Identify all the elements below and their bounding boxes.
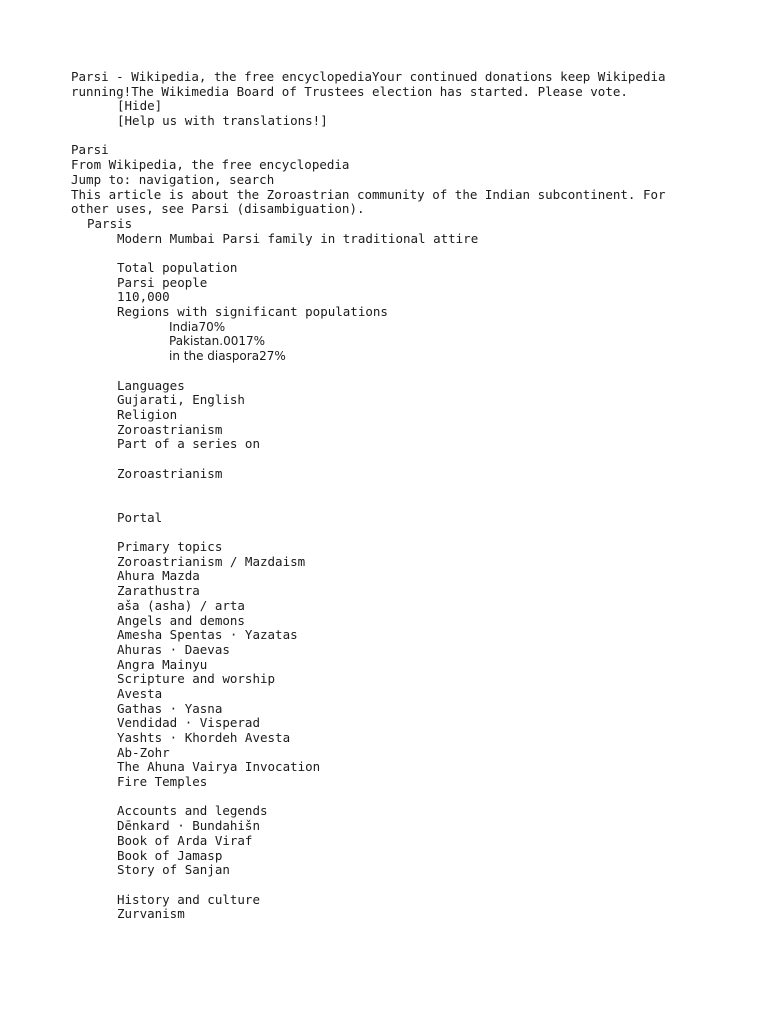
election-link[interactable]: The Wikimedia Board of Trustees election has started. Please vote.	[131, 83, 628, 99]
regions-label: Regions with significant populations	[117, 304, 388, 320]
list-item[interactable]: Fire Temples	[117, 774, 208, 790]
page-title-text: Parsi - Wikipedia, the free encyclopedia	[71, 69, 373, 84]
infobox-name: Parsis	[87, 215, 133, 231]
jump-search-link[interactable]: search	[229, 171, 275, 187]
total-population-value: 110,000	[117, 289, 170, 305]
history-heading: History and culture	[117, 891, 260, 907]
list-item[interactable]: Zoroastrianism / Mazdaism	[117, 553, 306, 569]
list-item[interactable]: Story of Sanjan	[117, 862, 230, 878]
article-subtitle: From Wikipedia, the free encyclopedia	[71, 157, 350, 173]
primary-topics-heading: Primary topics	[117, 539, 223, 555]
list-item[interactable]: Ahuras · Daevas	[117, 641, 230, 657]
jump-prefix: Jump to:	[71, 171, 139, 187]
total-population-label: Total population	[117, 260, 238, 275]
list-item[interactable]: Ab-Zohr	[117, 744, 170, 760]
list-item[interactable]: Amesha Spentas · Yazatas	[117, 627, 298, 643]
parsi-people-link[interactable]: Parsi people	[117, 274, 208, 290]
region-share: .0017%	[219, 334, 266, 349]
religion-value[interactable]: Zoroastrianism	[117, 421, 223, 437]
help-translate-link[interactable]: [Help us with translations!]	[117, 113, 328, 129]
series-title-link[interactable]: Zoroastrianism	[117, 465, 223, 481]
religion-label: Religion	[117, 406, 178, 422]
list-item[interactable]: Gathas · Yasna	[117, 700, 223, 716]
languages-value[interactable]: Gujarati, English	[117, 392, 245, 408]
region-row	[71, 349, 691, 364]
jump-separator: ,	[214, 171, 230, 187]
list-item[interactable]: The Ahuna Vairya Invocation	[117, 759, 321, 775]
series-part-of: Part of a series on	[117, 436, 260, 452]
list-item[interactable]: Ahura Mazda	[117, 568, 200, 584]
infobox-caption: Modern Mumbai Parsi family in traditional attire	[117, 230, 479, 246]
hatnote	[71, 188, 691, 217]
list-item[interactable]: Dēnkard · Bundahišn	[117, 818, 260, 834]
region-share: 27%	[259, 349, 286, 364]
region-place-link[interactable]: India	[169, 319, 199, 334]
list-item[interactable]: Zarathustra	[117, 583, 200, 599]
document-page	[71, 70, 691, 922]
hatnote-text: This article is about the Zoroastrian community of the Indian subcontinent. For other uses, see	[71, 186, 674, 217]
list-item[interactable]: Scripture and worship	[117, 671, 276, 687]
region-row	[71, 320, 691, 335]
list-item[interactable]: aša (asha) / arta	[117, 597, 245, 613]
jump-navigation-link[interactable]: navigation	[138, 171, 214, 187]
list-item[interactable]: Vendidad · Visperad	[117, 715, 260, 731]
article-title: Parsi	[71, 142, 109, 158]
jump-to-bar	[71, 173, 691, 188]
languages-label: Languages	[117, 377, 185, 393]
accounts-list	[71, 819, 691, 878]
list-item[interactable]: Angra Mainyu	[117, 656, 208, 672]
region-share: 70%	[198, 319, 226, 334]
region-row	[71, 334, 691, 349]
list-item[interactable]: Avesta	[117, 685, 163, 701]
donation-text: Your continued donations keep Wikipedia running!	[71, 69, 674, 99]
hide-notice-link[interactable]: [Hide]	[117, 98, 163, 114]
region-place: in the diaspora	[169, 349, 260, 364]
region-place-link[interactable]: Pakistan	[169, 334, 220, 349]
portal-link[interactable]: Portal	[117, 509, 163, 525]
list-item[interactable]: Book of Arda Viraf	[117, 832, 253, 848]
site-notice	[71, 70, 691, 99]
history-list	[71, 907, 691, 922]
disambiguation-link[interactable]: Parsi (disambiguation)	[191, 201, 357, 217]
primary-topics-list	[71, 555, 691, 790]
accounts-heading: Accounts and legends	[117, 803, 268, 819]
list-item[interactable]: Yashts · Khordeh Avesta	[117, 730, 291, 746]
list-item[interactable]: Zurvanism	[117, 906, 185, 922]
list-item[interactable]: Book of Jamasp	[117, 847, 223, 863]
hatnote-end: .	[357, 201, 365, 217]
list-item[interactable]: Angels and demons	[117, 612, 245, 628]
